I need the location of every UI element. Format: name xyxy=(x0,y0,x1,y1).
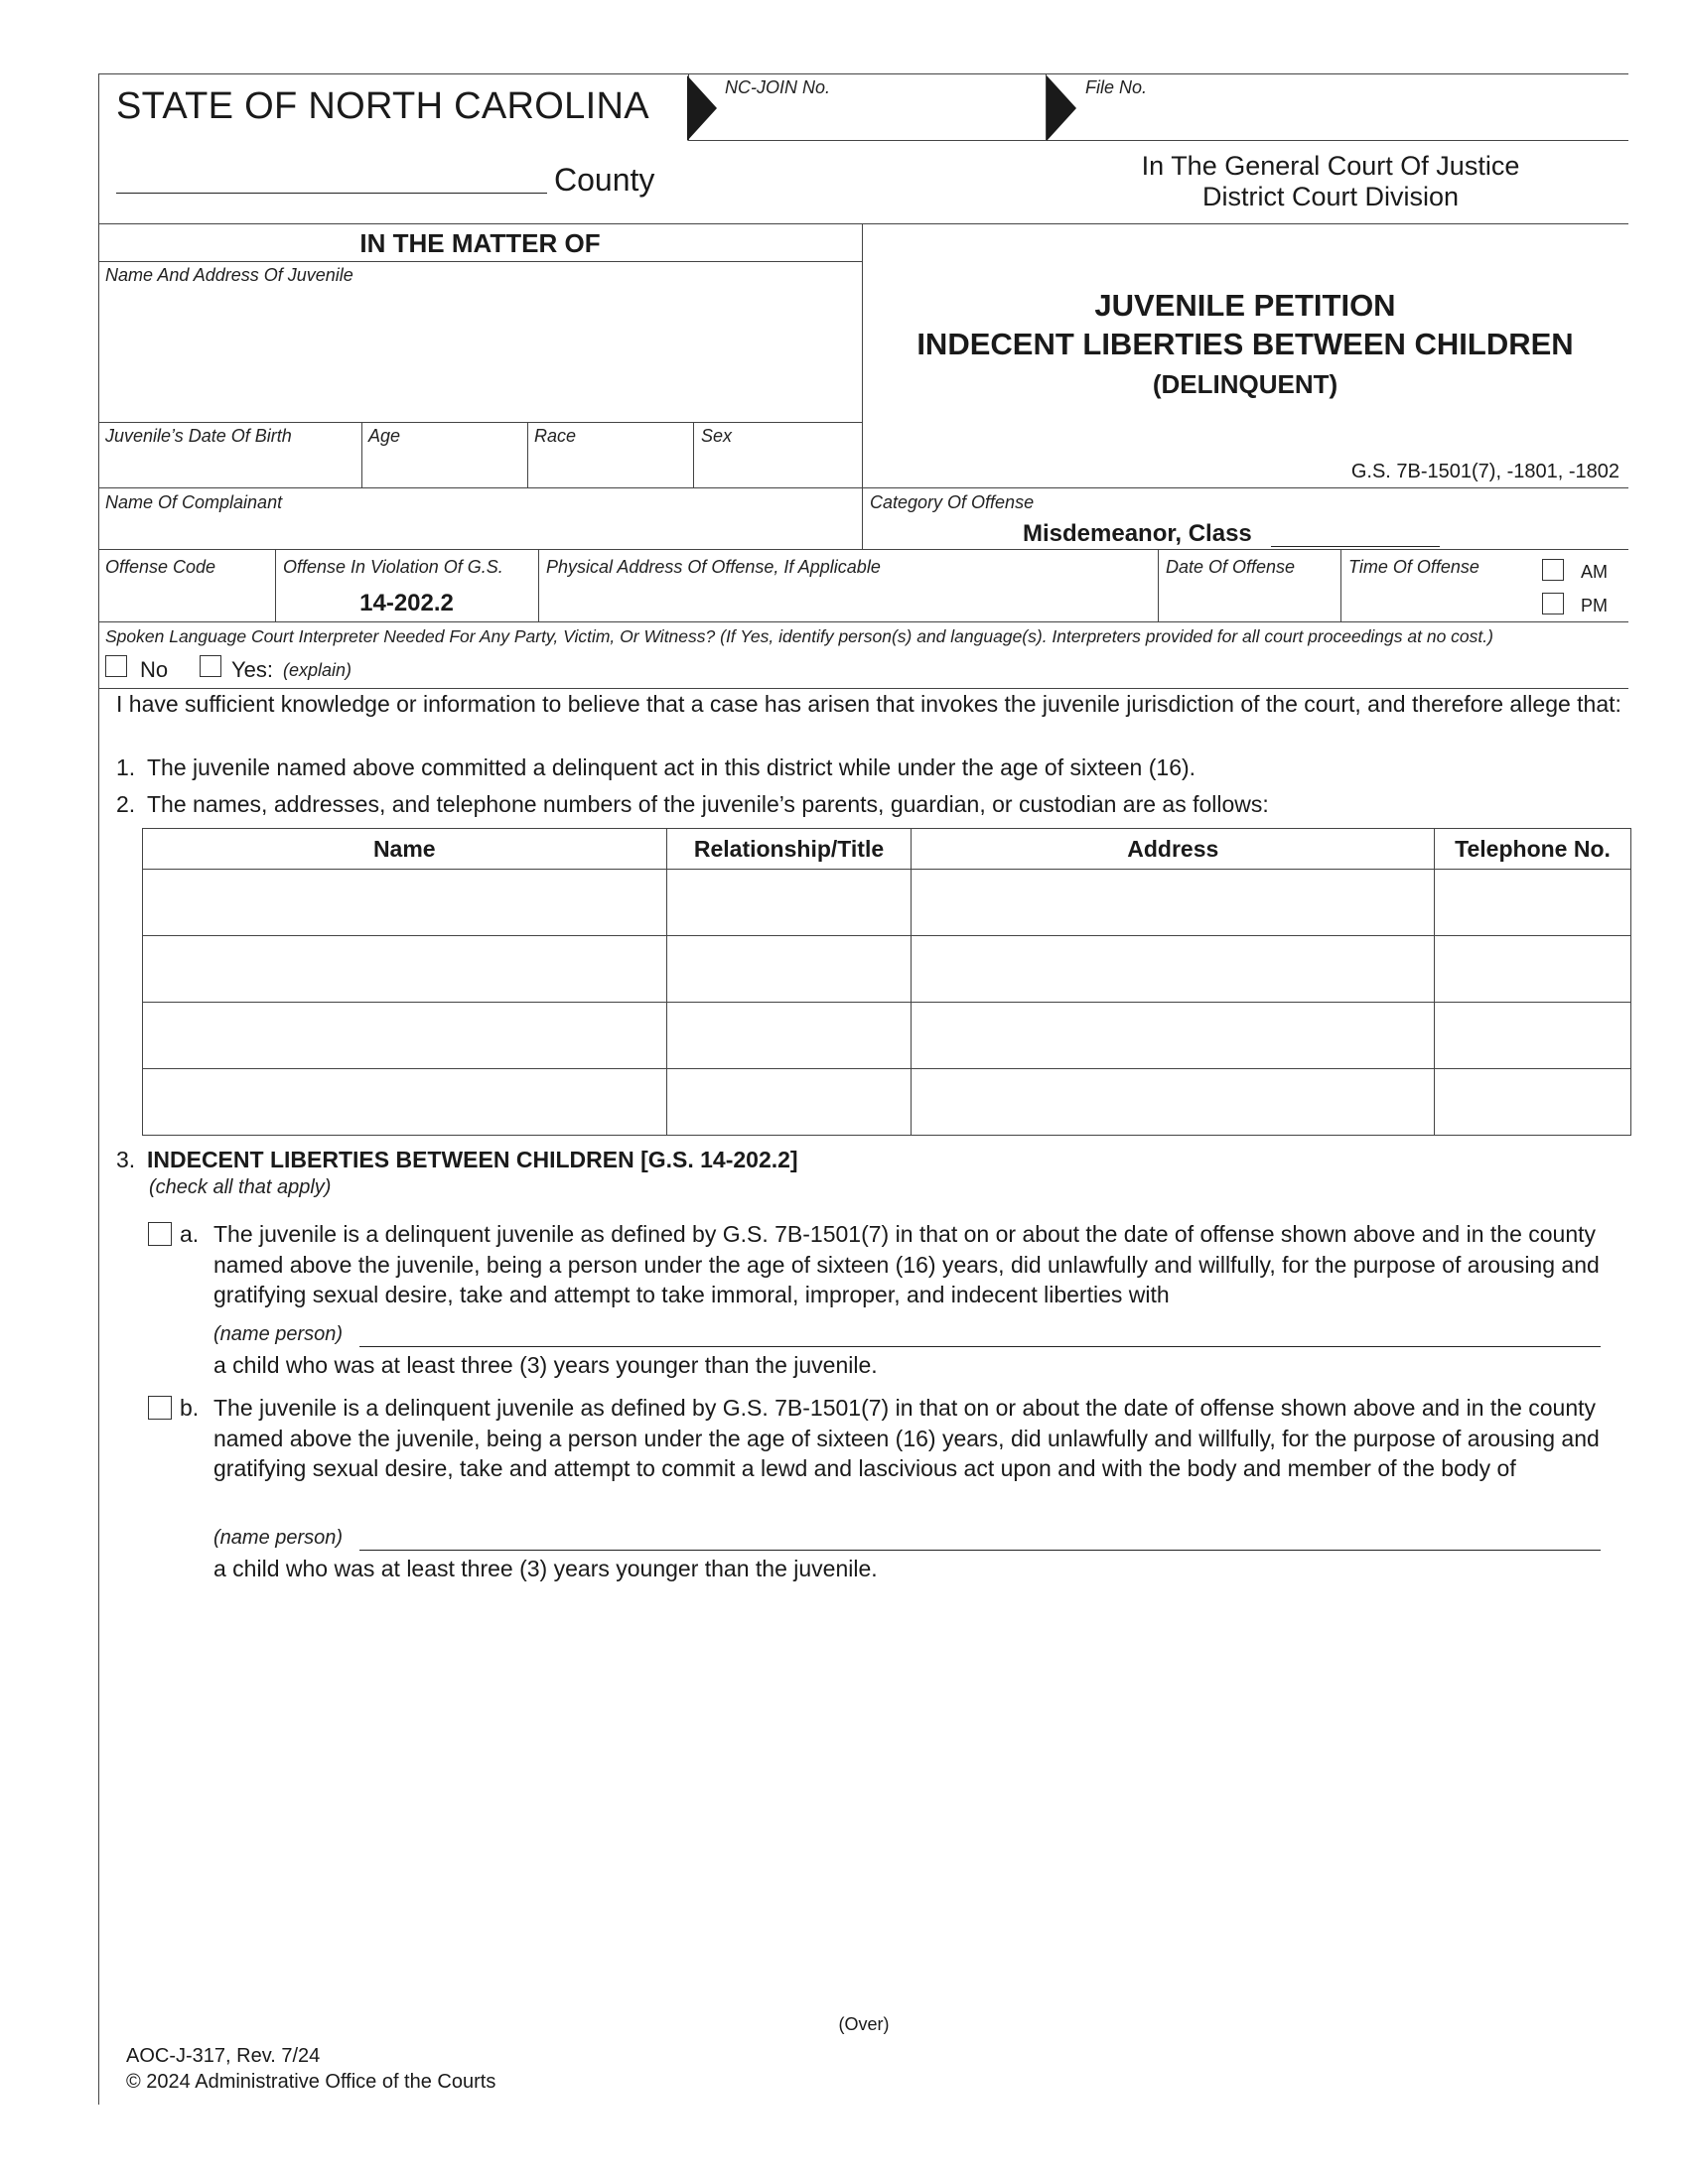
parent-telephone-cell[interactable] xyxy=(1435,1003,1631,1069)
left-border xyxy=(98,73,99,2105)
option-b-tail: a child who was at least three (3) years younger than the juvenile. xyxy=(213,1556,878,1581)
offense-divider-3 xyxy=(1158,549,1159,621)
section-3-heading: INDECENT LIBERTIES BETWEEN CHILDREN [G.S. 14-202.2] xyxy=(147,1147,798,1172)
top-border xyxy=(98,73,1628,74)
violation-label: Offense In Violation Of G.S. xyxy=(283,557,503,577)
interpreter-no-checkbox[interactable] xyxy=(105,655,127,677)
parent-telephone-cell[interactable] xyxy=(1435,1069,1631,1136)
date-of-offense-label: Date Of Offense xyxy=(1166,557,1296,577)
parent-name-cell[interactable] xyxy=(143,1003,667,1069)
offense-divider-4 xyxy=(1340,549,1341,621)
file-number-field[interactable] xyxy=(1082,99,1623,137)
parent-relationship-cell[interactable] xyxy=(666,870,912,936)
age-race-divider xyxy=(527,422,528,487)
category-label: Category Of Offense xyxy=(870,492,1035,512)
option-b-name-label: (name person) xyxy=(213,1527,344,1549)
county-input-line[interactable] xyxy=(116,159,547,194)
col-name-header: Name xyxy=(143,829,667,870)
parent-address-cell[interactable] xyxy=(912,936,1435,1003)
table-row xyxy=(143,936,1631,1003)
state-title: STATE OF NORTH CAROLINA xyxy=(116,85,649,127)
option-a-letter: a. xyxy=(180,1221,200,1247)
ncjoin-arrow-icon xyxy=(687,75,717,141)
age-label: Age xyxy=(368,426,401,446)
interpreter-no-label: No xyxy=(140,657,169,682)
ncjoin-label: NC-JOIN No. xyxy=(725,77,831,97)
parent-telephone-cell[interactable] xyxy=(1435,936,1631,1003)
file-arrow-icon xyxy=(1047,75,1076,141)
am-checkbox[interactable] xyxy=(1542,559,1564,581)
misdemeanor-class-field[interactable] xyxy=(1271,518,1440,547)
table-row xyxy=(143,1069,1631,1136)
offense-divider-2 xyxy=(538,549,539,621)
offense-address-field[interactable] xyxy=(544,581,1152,618)
option-a-tail: a child who was at least three (3) years younger than the juvenile. xyxy=(213,1352,878,1378)
parents-table xyxy=(142,828,1631,1136)
option-a-name-label: (name person) xyxy=(213,1323,344,1345)
option-b-text: The juvenile is a delinquent juvenile as defined by G.S. 7B-1501(7) in that on or about the date of offense shown above and in the county named above the juvenile, being a person under the age of sixteen (16) years, did unlawfully and willfully, for the purpose of arousing and gratifying sexual desire, take and attempt to commit a lewd and lascivious act upon and with the body and member of the body of xyxy=(213,1395,1600,1481)
complainant-bottom xyxy=(98,549,1628,550)
option-a-name-field[interactable] xyxy=(359,1318,1601,1347)
parent-address-cell[interactable] xyxy=(912,1003,1435,1069)
complainant-field[interactable] xyxy=(103,514,856,546)
court-line-1: In The General Court Of Justice xyxy=(1141,151,1520,181)
dob-row-bottom xyxy=(98,487,1628,488)
parents-table-header xyxy=(143,829,1631,870)
category-value: Misdemeanor, Class xyxy=(1023,520,1252,547)
parent-address-cell[interactable] xyxy=(912,870,1435,936)
name-address-field[interactable] xyxy=(103,290,856,417)
interpreter-question: Spoken Language Court Interpreter Needed For Any Party, Victim, Or Witness? (If Yes, identify person(s) and language(s). Interpreters provided for all court proceedings at no cost.) xyxy=(105,626,1493,646)
item-1-number: 1. xyxy=(116,754,136,780)
time-of-offense-field[interactable] xyxy=(1346,581,1525,618)
parent-relationship-cell[interactable] xyxy=(666,1069,912,1136)
option-a-text: The juvenile is a delinquent juvenile as defined by G.S. 7B-1501(7) in that on or about the date of offense shown above and in the county named above the juvenile, being a person under the age of sixteen (16) years, did unlawfully and willfully, for the purpose of arousing and gratifying sexual desire, take and attempt to take immoral, improper, and indecent liberties with xyxy=(213,1221,1600,1307)
col-relationship-header: Relationship/Title xyxy=(666,829,912,870)
parent-telephone-cell[interactable] xyxy=(1435,870,1631,936)
section-3-subheading: (check all that apply) xyxy=(149,1176,332,1198)
county-label: County xyxy=(554,162,655,198)
date-of-offense-field[interactable] xyxy=(1163,581,1336,618)
matter-heading-line xyxy=(98,261,862,262)
item-1-text: The juvenile named above committed a delinquent act in this district while under the age of sixteen (16). xyxy=(147,754,1196,780)
parent-name-cell[interactable] xyxy=(143,1069,667,1136)
option-b-checkbox[interactable] xyxy=(148,1396,172,1420)
table-row xyxy=(143,870,1631,936)
col-telephone-header: Telephone No. xyxy=(1435,829,1631,870)
race-field[interactable] xyxy=(531,449,688,484)
matter-top-line xyxy=(98,223,1628,224)
am-label: AM xyxy=(1581,562,1608,582)
statute-reference: G.S. 7B-1501(7), -1801, -1802 xyxy=(1350,461,1619,482)
form-title-line2: INDECENT LIBERTIES BETWEEN CHILDREN xyxy=(916,327,1574,361)
item-2-number: 2. xyxy=(116,791,136,817)
dob-field[interactable] xyxy=(103,449,355,484)
race-label: Race xyxy=(534,426,577,446)
pm-checkbox[interactable] xyxy=(1542,593,1564,614)
sex-label: Sex xyxy=(701,426,733,446)
option-b-letter: b. xyxy=(180,1395,200,1421)
col-address-header: Address xyxy=(912,829,1435,870)
parent-name-cell[interactable] xyxy=(143,870,667,936)
header-file-divider xyxy=(688,140,1628,141)
name-address-label: Name And Address Of Juvenile xyxy=(105,265,353,285)
complainant-label: Name Of Complainant xyxy=(105,492,283,512)
over-note: (Over) xyxy=(838,2014,890,2034)
court-line-2: District Court Division xyxy=(1201,182,1460,211)
offense-address-label: Physical Address Of Offense, If Applicable xyxy=(546,557,881,577)
dob-label: Juvenile’s Date Of Birth xyxy=(105,426,292,446)
offense-code-label: Offense Code xyxy=(105,557,216,577)
parent-relationship-cell[interactable] xyxy=(666,936,912,1003)
race-sex-divider xyxy=(693,422,694,487)
parent-relationship-cell[interactable] xyxy=(666,1003,912,1069)
option-b-name-field[interactable] xyxy=(359,1522,1601,1551)
interpreter-yes-label: Yes: xyxy=(231,657,274,682)
offense-code-field[interactable] xyxy=(103,581,270,618)
dob-age-divider xyxy=(361,422,362,487)
form-id: AOC-J-317, Rev. 7/24 xyxy=(126,2045,321,2067)
pm-label: PM xyxy=(1581,596,1608,615)
parent-address-cell[interactable] xyxy=(912,1069,1435,1136)
offense-row-bottom xyxy=(98,621,1628,622)
sex-field[interactable] xyxy=(697,449,856,484)
time-of-offense-label: Time Of Offense xyxy=(1348,557,1479,577)
section-3-number: 3. xyxy=(116,1147,136,1172)
allegation-intro: I have sufficient knowledge or information to believe that a case has arisen that invokes the juvenile jurisdiction of the court, and therefore allege that: xyxy=(116,691,1621,717)
item-2-text: The names, addresses, and telephone numbers of the juvenile’s parents, guardian, or custodian are as follows: xyxy=(147,791,1269,817)
form-title-line1: JUVENILE PETITION xyxy=(1094,288,1396,323)
name-address-bottom xyxy=(98,422,862,423)
age-field[interactable] xyxy=(365,449,522,484)
option-a-checkbox[interactable] xyxy=(148,1222,172,1246)
form-title-line3: (DELINQUENT) xyxy=(1152,369,1338,399)
interpreter-explain-label: (explain) xyxy=(283,660,352,680)
matter-heading: IN THE MATTER OF xyxy=(359,228,601,258)
copyright: © 2024 Administrative Office of the Courts xyxy=(126,2071,496,2093)
interpreter-yes-checkbox[interactable] xyxy=(200,655,221,677)
table-row xyxy=(143,1003,1631,1069)
violation-value: 14-202.2 xyxy=(359,590,454,616)
file-label: File No. xyxy=(1085,77,1148,97)
ncjoin-field[interactable] xyxy=(720,99,1043,137)
parent-name-cell[interactable] xyxy=(143,936,667,1003)
